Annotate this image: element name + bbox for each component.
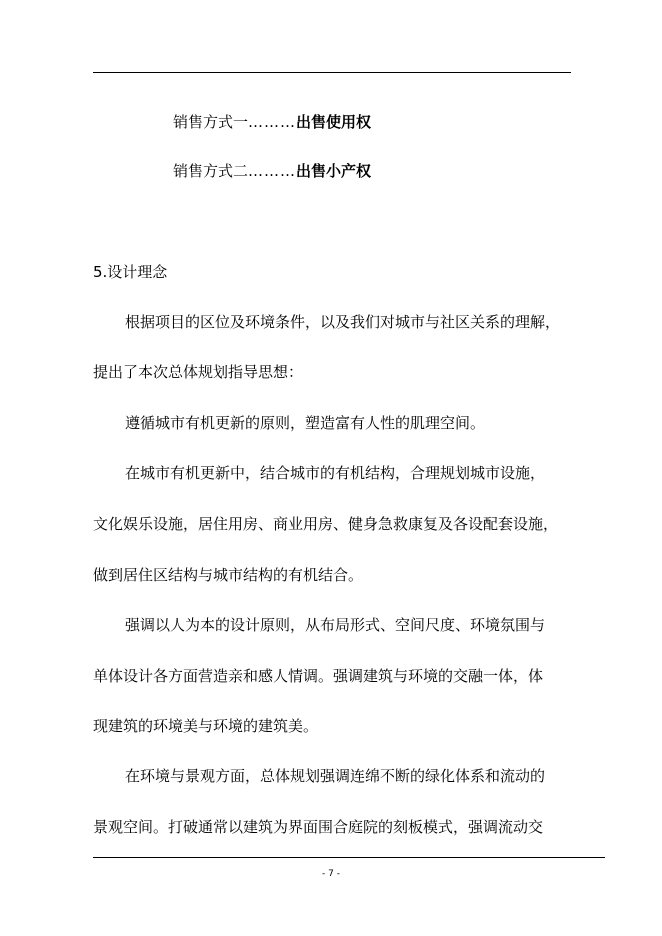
header-rule [93,72,571,73]
body-line-10: 在环境与景观方面，总体规划强调连绵不断的绿化体系和流动的 [125,767,546,785]
sale-method-2-value: 出售小产权 [296,162,372,180]
page-number: - 7 - [322,869,340,879]
sale-method-2 [173,161,371,181]
body-line-11: 景观空间。打破通常以建筑为界面围合庭院的刻板模式，强调流动交 [93,818,544,836]
body-line-5: 文化娱乐设施，居住用房、商业用房、健身急救康复及各设配套设施， [93,515,559,533]
section-heading: 5.设计理念 [93,263,168,281]
body-line-3: 遵循城市有机更新的原则，塑造富有人性的肌理空间。 [125,414,486,432]
footer-rule [93,857,605,858]
sale-method-2-dots: ……… [248,162,297,180]
sale-method-1 [173,112,371,132]
body-line-7: 强调以人为本的设计原则，从布局形式、空间尺度、环境氛围与 [125,616,546,634]
body-line-6: 做到居住区结构与城市结构的有机结合。 [93,566,364,584]
body-line-9: 现建筑的环境美与环境的建筑美。 [93,717,319,735]
body-line-4: 在城市有机更新中，结合城市的有机结构，合理规划城市设施， [125,464,546,482]
sale-method-1-label: 销售方式一 [173,113,249,131]
body-line-1: 根据项目的区位及环境条件，以及我们对城市与社区关系的理解， [125,313,561,331]
sale-method-2-label: 销售方式二 [173,162,249,180]
sale-method-1-dots: ……… [248,113,297,131]
body-line-8: 单体设计各方面营造亲和感人情调。强调建筑与环境的交融一体，体 [93,667,544,685]
body-line-2: 提出了本次总体规划指导思想： [93,363,304,381]
sale-method-1-value: 出售使用权 [296,113,372,131]
